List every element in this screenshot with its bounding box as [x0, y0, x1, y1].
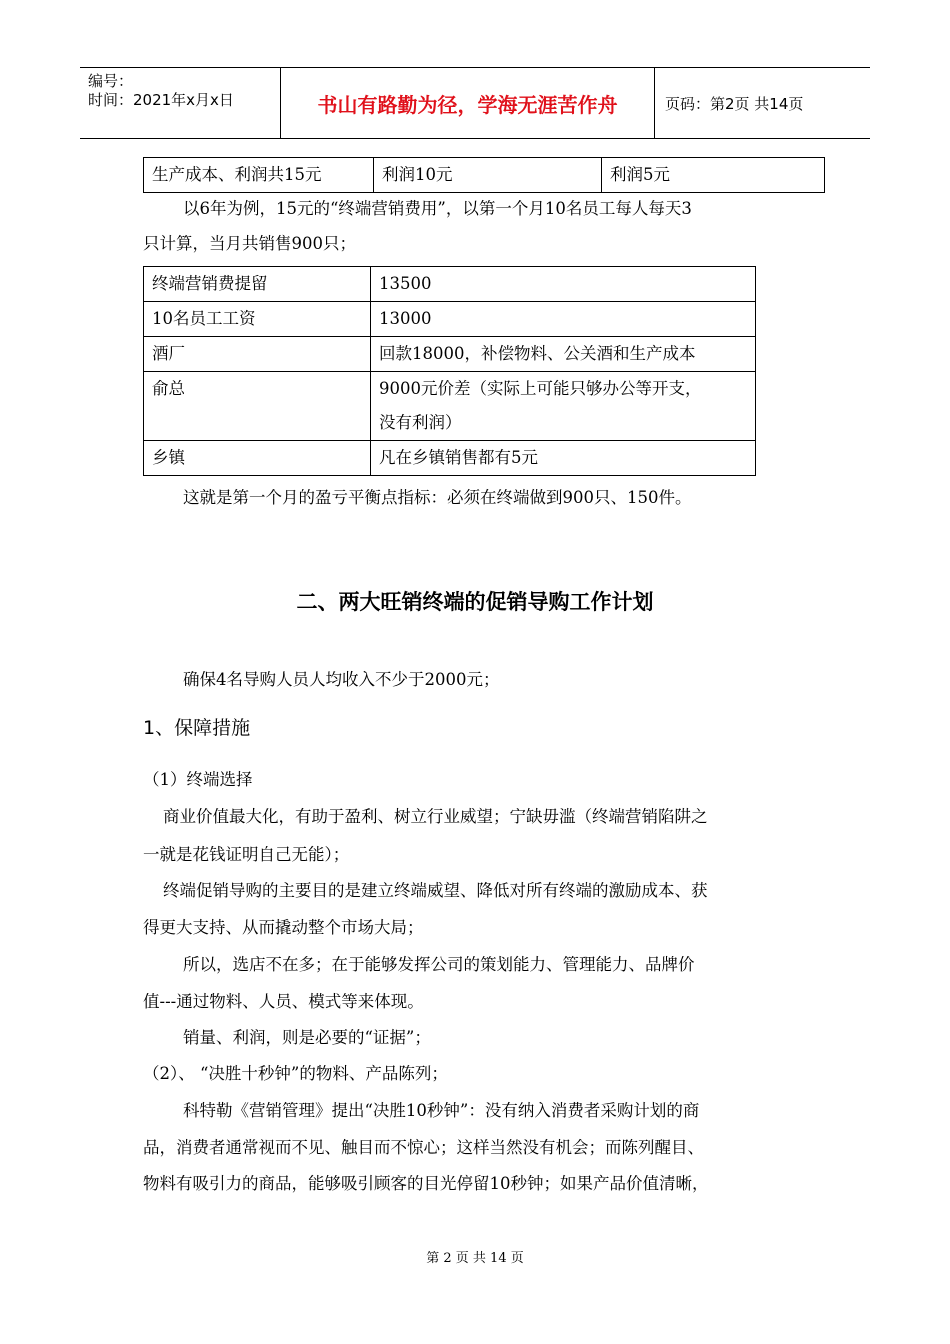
paragraph: 以6年为例，15元的“终端营销费用”，以第一个月10名员工每人每天3 — [183, 199, 692, 218]
table-cell: 乡镇 — [144, 441, 371, 476]
header-page-cell — [655, 68, 870, 138]
table-row — [144, 372, 756, 441]
paragraph: 这就是第一个月的盈亏平衡点指标：必须在终端做到900只、150件。 — [183, 488, 692, 507]
table-row — [144, 337, 756, 372]
paragraph: 品，消费者通常视而不见、触目而不惊心；这样当然没有机会；而陈列醒目、 — [143, 1138, 704, 1157]
table-cell: 生产成本、利润共15元 — [144, 158, 374, 193]
list-item: （1）终端选择 — [143, 770, 253, 789]
table-cell: 10名员工工资 — [144, 302, 371, 337]
subsection-title: 1、保障措施 — [143, 717, 251, 739]
paragraph: 商业价值最大化，有助于盈利、树立行业威望；宁缺毋滥（终端营销陷阱之 — [163, 807, 708, 826]
table-cell: 利润10元 — [374, 158, 602, 193]
list-item: （2）、 “决胜十秒钟”的物料、产品陈列； — [143, 1064, 448, 1083]
paragraph: 所以，选店不在多；在于能够发挥公司的策划能力、管理能力、品牌价 — [183, 955, 695, 974]
header-number: 编号： — [88, 72, 134, 90]
table-row — [144, 441, 756, 476]
header-time: 时间：2021年x月x日 — [88, 91, 234, 109]
table-cell: 凡在乡镇销售都有5元 — [371, 441, 756, 476]
page-footer: 第 2 页 共 14 页 — [426, 1251, 524, 1266]
page-header — [80, 67, 870, 139]
table-cell: 终端营销费提留 — [144, 267, 371, 302]
cell-line: 没有利润） — [379, 413, 462, 432]
paragraph: 销量、利润，则是必要的“证据”； — [183, 1028, 431, 1047]
paragraph: 一就是花钱证明自己无能）； — [143, 845, 350, 864]
table-cell — [371, 372, 756, 441]
table-row — [144, 302, 756, 337]
paragraph: 值---通过物料、人员、模式等来体现。 — [143, 992, 424, 1011]
paragraph: 科特勒《营销管理》提出“决胜10秒钟”：没有纳入消费者采购计划的商 — [183, 1101, 700, 1120]
paragraph: 只计算，当月共销售900只； — [143, 234, 356, 253]
header-motto: 书山有路勤为径，学海无涯苦作舟 — [317, 92, 618, 117]
section-title: 二、两大旺销终端的促销导购工作计划 — [296, 590, 654, 614]
table-row — [144, 158, 825, 193]
paragraph: 得更大支持、从而撬动整个市场大局； — [143, 918, 424, 937]
table-cell: 13000 — [371, 302, 756, 337]
table-cell: 利润5元 — [602, 158, 825, 193]
table-cell: 13500 — [371, 267, 756, 302]
table-row — [144, 267, 756, 302]
cost-table — [143, 266, 756, 476]
cell-line: 9000元价差（实际上可能只够办公等开支， — [379, 379, 702, 398]
profit-table — [143, 157, 825, 193]
table-cell: 回款18000，补偿物料、公关酒和生产成本 — [371, 337, 756, 372]
header-meta — [80, 68, 281, 138]
paragraph: 确保4名导购人员人均收入不少于2000元； — [183, 670, 500, 689]
table-cell: 酒厂 — [144, 337, 371, 372]
header-page-number: 页码：第2页 共14页 — [665, 94, 804, 113]
paragraph: 终端促销导购的主要目的是建立终端威望、降低对所有终端的激励成本、获 — [163, 881, 708, 900]
header-motto-cell — [281, 68, 655, 138]
paragraph: 物料有吸引力的商品，能够吸引顾客的目光停留10秒钟；如果产品价值清晰， — [143, 1174, 709, 1193]
table-cell: 俞总 — [144, 372, 371, 441]
